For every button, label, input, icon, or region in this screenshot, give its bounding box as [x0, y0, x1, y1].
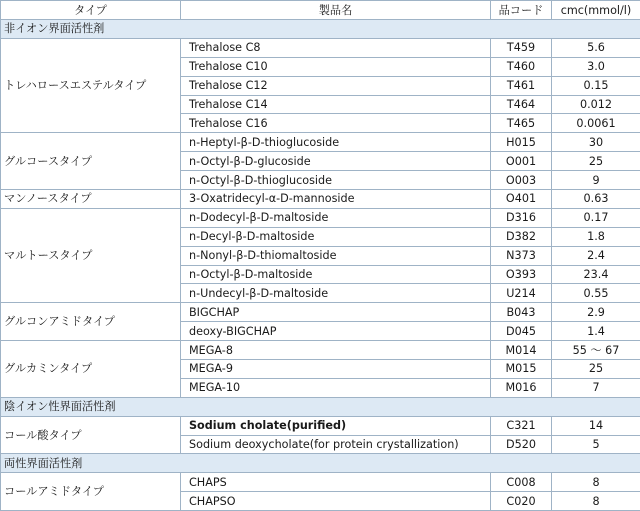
- product-name-cell: n-Decyl-β-D-maltoside: [181, 227, 491, 246]
- section-row: [1, 454, 640, 473]
- header-type: タイプ: [1, 1, 181, 20]
- cmc-value-cell: 3.0: [552, 57, 640, 76]
- cmc-value-cell: 0.012: [552, 95, 640, 114]
- product-code-cell: D045: [491, 322, 552, 341]
- product-name-cell: n-Octyl-β-D-thioglucoside: [181, 171, 491, 190]
- product-name-cell: Trehalose C10: [181, 57, 491, 76]
- cmc-value-cell: 25: [552, 360, 640, 379]
- cmc-value-cell: 1.8: [552, 227, 640, 246]
- type-cell: マルトースタイプ: [1, 208, 181, 302]
- section-title: 陰イオン性界面活性剤: [1, 397, 640, 416]
- header-product: 製品名: [181, 1, 491, 20]
- type-cell: グルコースタイプ: [1, 133, 181, 190]
- type-cell: グルカミンタイプ: [1, 341, 181, 398]
- product-name-cell: deoxy-BIGCHAP: [181, 322, 491, 341]
- product-name-cell: Sodium cholate(purified): [181, 416, 491, 435]
- section-row: [1, 20, 640, 39]
- type-cell: トレハロースエステルタイプ: [1, 38, 181, 132]
- product-code-cell: D316: [491, 208, 552, 227]
- product-code-cell: O003: [491, 171, 552, 190]
- product-name-cell: MEGA-8: [181, 341, 491, 360]
- cmc-value-cell: 14: [552, 416, 640, 435]
- product-name-cell: Trehalose C12: [181, 76, 491, 95]
- table-row: [1, 303, 640, 322]
- product-name-cell: CHAPS: [181, 473, 491, 492]
- product-name-cell: n-Dodecyl-β-D-maltoside: [181, 208, 491, 227]
- header-row: [1, 1, 640, 20]
- product-name-cell: Trehalose C8: [181, 38, 491, 57]
- cmc-value-cell: 55 ～ 67: [552, 341, 640, 360]
- product-name-cell: CHAPSO: [181, 492, 491, 511]
- product-code-cell: B043: [491, 303, 552, 322]
- product-name-cell: n-Heptyl-β-D-thioglucoside: [181, 133, 491, 152]
- cmc-value-cell: 7: [552, 378, 640, 397]
- cmc-value-cell: 0.0061: [552, 114, 640, 133]
- table-row: [1, 473, 640, 492]
- product-code-cell: O393: [491, 265, 552, 284]
- product-code-cell: M015: [491, 360, 552, 379]
- table-row: [1, 341, 640, 360]
- cmc-value-cell: 8: [552, 492, 640, 511]
- product-code-cell: U214: [491, 284, 552, 303]
- cmc-value-cell: 8: [552, 473, 640, 492]
- product-code-cell: T460: [491, 57, 552, 76]
- product-name-cell: n-Octyl-β-D-maltoside: [181, 265, 491, 284]
- header-cmc: cmc(mmol/l): [552, 1, 640, 20]
- cmc-value-cell: 9: [552, 171, 640, 190]
- section-title: 両性界面活性剤: [1, 454, 640, 473]
- product-code-cell: N373: [491, 246, 552, 265]
- type-cell: グルコンアミドタイプ: [1, 303, 181, 341]
- product-name-cell: 3-Oxatridecyl-α-D-mannoside: [181, 190, 491, 209]
- product-code-cell: O401: [491, 190, 552, 209]
- product-name-cell: n-Octyl-β-D-glucoside: [181, 152, 491, 171]
- table-row: [1, 38, 640, 57]
- cmc-value-cell: 0.63: [552, 190, 640, 209]
- product-name-cell: Trehalose C14: [181, 95, 491, 114]
- cmc-value-cell: 25: [552, 152, 640, 171]
- cmc-value-cell: 30: [552, 133, 640, 152]
- cmc-value-cell: 0.17: [552, 208, 640, 227]
- product-code-cell: T459: [491, 38, 552, 57]
- product-code-cell: M014: [491, 341, 552, 360]
- product-name-cell: MEGA-9: [181, 360, 491, 379]
- product-name-cell: n-Nonyl-β-D-thiomaltoside: [181, 246, 491, 265]
- cmc-value-cell: 2.9: [552, 303, 640, 322]
- product-code-cell: C020: [491, 492, 552, 511]
- type-cell: コールアミドタイプ: [1, 473, 181, 511]
- product-code-cell: H015: [491, 133, 552, 152]
- cmc-value-cell: 5: [552, 435, 640, 454]
- product-name-cell: Sodium deoxycholate(for protein crystallization): [181, 435, 491, 454]
- product-code-cell: M016: [491, 378, 552, 397]
- cmc-value-cell: 5.6: [552, 38, 640, 57]
- cmc-value-cell: 0.15: [552, 76, 640, 95]
- product-code-cell: T464: [491, 95, 552, 114]
- product-name-cell: MEGA-10: [181, 378, 491, 397]
- cmc-value-cell: 1.4: [552, 322, 640, 341]
- header-code: 品コード: [491, 1, 552, 20]
- product-code-cell: D520: [491, 435, 552, 454]
- product-name-cell: n-Undecyl-β-D-maltoside: [181, 284, 491, 303]
- table-row: [1, 208, 640, 227]
- section-row: [1, 397, 640, 416]
- table-row: [1, 190, 640, 209]
- table-body: [1, 20, 640, 511]
- cmc-value-cell: 2.4: [552, 246, 640, 265]
- table-row: [1, 416, 640, 435]
- cmc-value-cell: 0.55: [552, 284, 640, 303]
- product-code-cell: C008: [491, 473, 552, 492]
- type-cell: コール酸タイプ: [1, 416, 181, 454]
- product-name-cell: Trehalose C16: [181, 114, 491, 133]
- product-code-cell: D382: [491, 227, 552, 246]
- product-code-cell: O001: [491, 152, 552, 171]
- type-cell: マンノースタイプ: [1, 190, 181, 209]
- section-title: 非イオン界面活性剤: [1, 20, 640, 39]
- product-code-cell: C321: [491, 416, 552, 435]
- table-row: [1, 133, 640, 152]
- product-code-cell: T461: [491, 76, 552, 95]
- cmc-value-cell: 23.4: [552, 265, 640, 284]
- product-code-cell: T465: [491, 114, 552, 133]
- product-name-cell: BIGCHAP: [181, 303, 491, 322]
